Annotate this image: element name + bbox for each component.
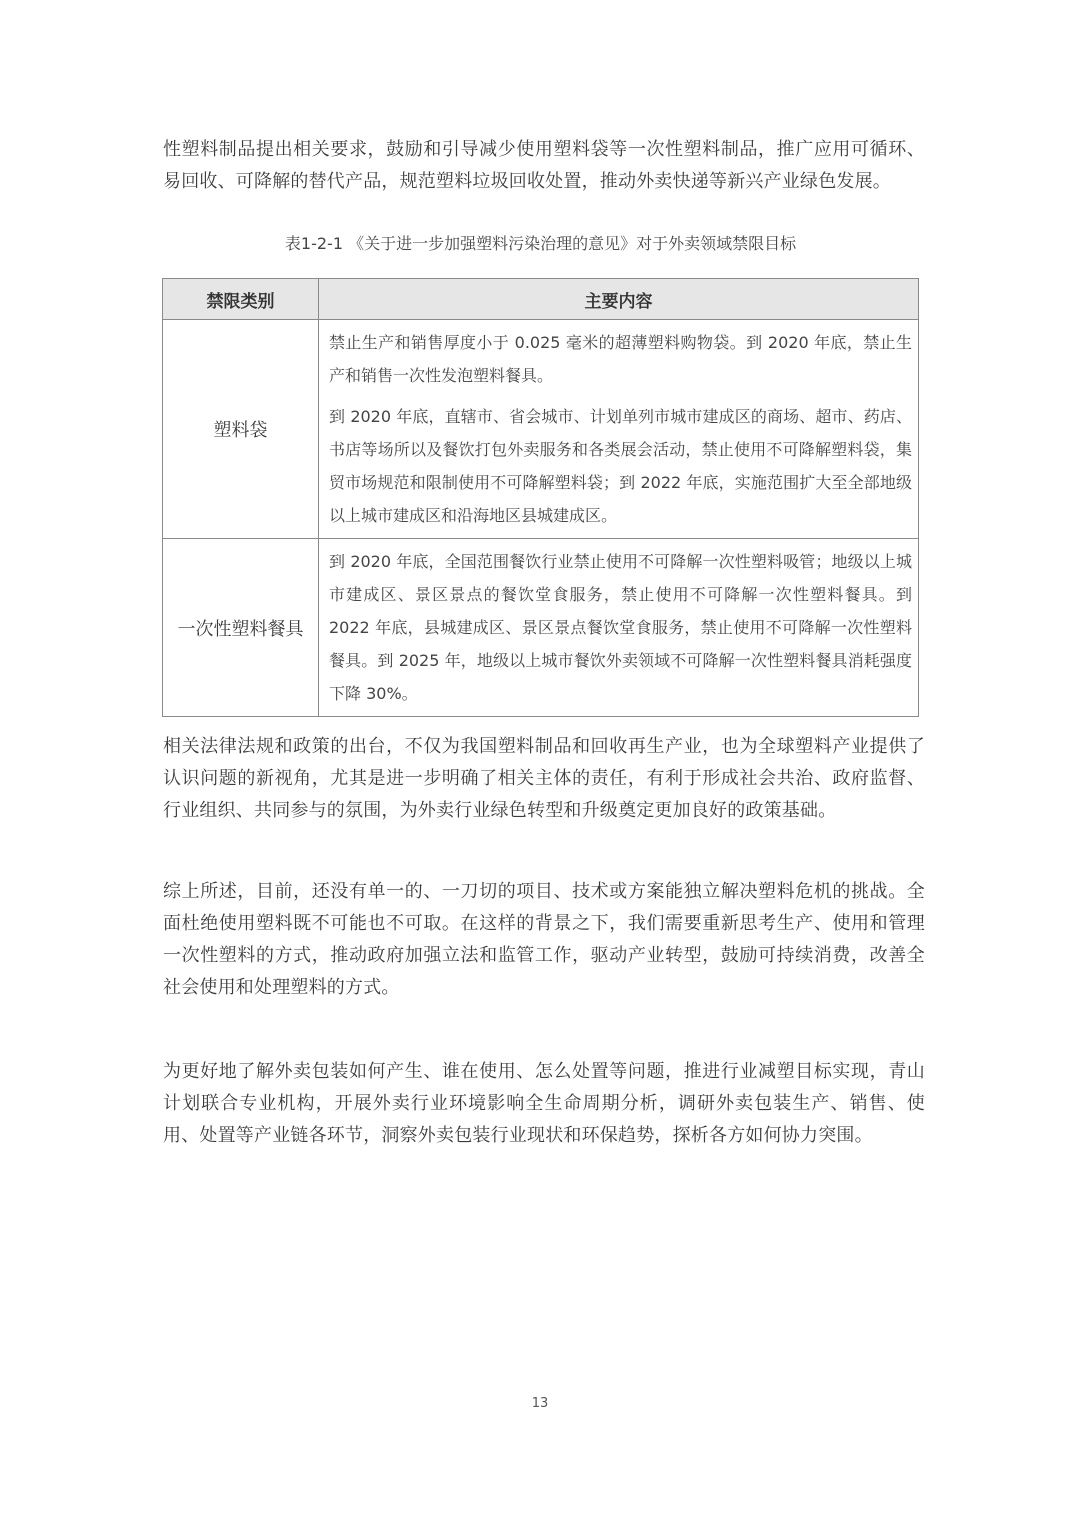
table-header-row [163, 279, 919, 320]
row-content-disposable-tableware [319, 539, 919, 717]
table-row [163, 539, 919, 717]
header-category: 禁限类别 [163, 279, 319, 320]
body-paragraph-4: 为更好地了解外卖包装如何产生、谁在使用、怎么处置等问题，推进行业减塑目标实现，青山计划联合专业机构，开展外卖行业环境影响全生命周期分析，调研外卖包装生产、销售、使用、处置等产业链各环节，洞察外卖包装行业现状和环保趋势，探析各方如何协力突围。 [163, 1061, 925, 1146]
table-caption: 表1-2-1 《关于进一步加强塑料污染治理的意见》对于外卖领域禁限目标 [284, 234, 797, 253]
header-content: 主要内容 [319, 279, 919, 320]
row-category-disposable-tableware: 一次性塑料餐具 [163, 539, 319, 717]
content-paragraph: 禁止生产和销售厚度小于 0.025 毫米的超薄塑料购物袋。到 2020 年底，禁止生产和销售一次性发泡塑料餐具。 [329, 333, 912, 385]
intro-paragraph: 性塑料制品提出相关要求，鼓励和引导减少使用塑料袋等一次性塑料制品，推广应用可循环、易回收、可降解的替代产品，规范塑料垃圾回收处置，推动外卖快递等新兴产业绿色发展。 [163, 139, 925, 192]
body-paragraph-2: 相关法律法规和政策的出台，不仅为我国塑料制品和回收再生产业，也为全球塑料产业提供了认识问题的新视角，尤其是进一步明确了相关主体的责任，有利于形成社会共治、政府监督、行业组织、共同参与的氛围，为外卖行业绿色转型和升级奠定更加良好的政策基础。 [163, 736, 925, 821]
table-row [163, 320, 919, 539]
page-number: 13 [531, 1396, 549, 1411]
row-content-plastic-bags [319, 320, 919, 539]
body-paragraph-3: 综上所述，目前，还没有单一的、一刀切的项目、技术或方案能独立解决塑料危机的挑战。全面杜绝使用塑料既不可能也不可取。在这样的背景之下，我们需要重新思考生产、使用和管理一次性塑料的方式，推动政府加强立法和监管工作，驱动产业转型，鼓励可持续消费，改善全社会使用和处理塑料的方式。 [163, 881, 925, 998]
ban-targets-table [162, 278, 919, 717]
row-category-plastic-bags: 塑料袋 [163, 320, 319, 539]
content-paragraph: 到 2020 年底，全国范围餐饮行业禁止使用不可降解一次性塑料吸管；地级以上城市建成区、景区景点的餐饮堂食服务，禁止使用不可降解一次性塑料餐具。到 2022 年底，县城建成区、景区景点餐饮堂食服务，禁止使用不可降解一次性塑料餐具。到 2025 年，地级以上城市餐饮外卖领域不可降解一次性塑料餐具消耗强度下降 30%。 [329, 552, 912, 703]
content-paragraph: 到 2020 年底，直辖市、省会城市、计划单列市城市建成区的商场、超市、药店、书店等场所以及餐饮打包外卖服务和各类展会活动，禁止使用不可降解塑料袋，集贸市场规范和限制使用不可降解塑料袋；到 2022 年底，实施范围扩大至全部地级以上城市建成区和沿海地区县城建成区。 [329, 407, 912, 525]
